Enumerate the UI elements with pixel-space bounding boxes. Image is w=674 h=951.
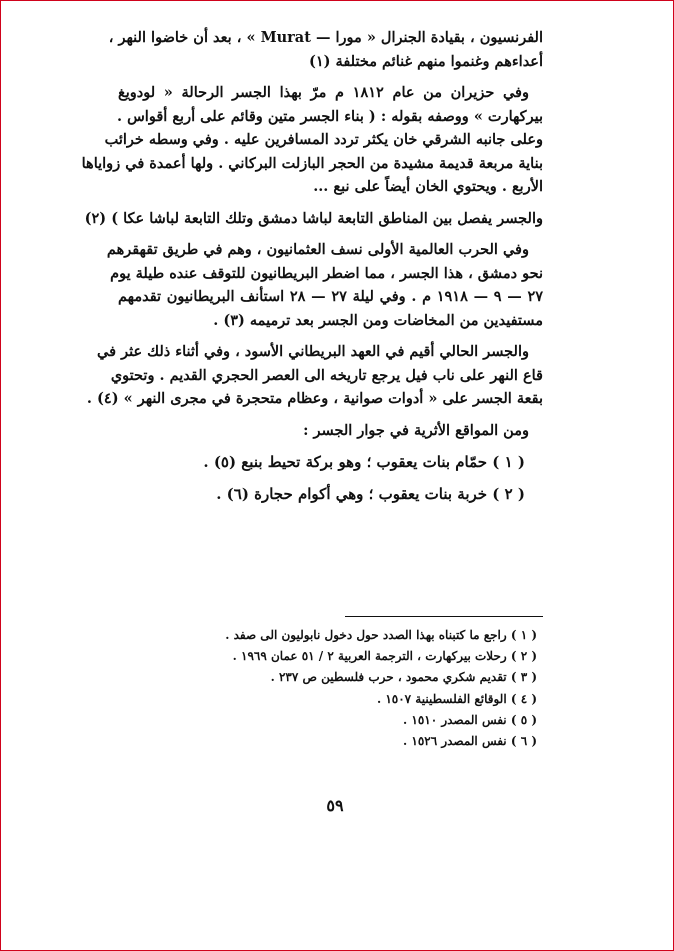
text-line: والجسر يفصل بين المناطق التابعة لباشا دمشق وتلك التابعة لباشا عكا ) (٢): [84, 209, 543, 227]
page-body: [81, 26, 544, 514]
footnote-divider: [345, 616, 543, 617]
footnote: ( ٣ ) تقديم شكري محمود ، حرب فلسطين ص ٢٣٧ .: [270, 670, 537, 685]
text-line: الأربع . ويحتوي الخان أيضاً على نبع ...: [313, 178, 543, 195]
text-line: بيركهارت » ووصفه بقوله : ( بناء الجسر متين وقائم على أربع أقواس .: [117, 107, 543, 125]
paragraph-4: [106, 238, 544, 332]
paragraph-3: [84, 207, 543, 231]
text-line: ومن المواقع الأثرية في جوار الجسر :: [303, 421, 529, 439]
footnote: ( ٥ ) نفس المصدر ١٥١٠ .: [403, 712, 537, 727]
text-line: والجسر الحالي أقيم في العهد البريطاني الأسود ، وفي أثناء ذلك عثر في: [97, 343, 529, 360]
text-line: الفرنسيون ، بقيادة الجنرال « مورا — Murat » ، بعد أن خاضوا النهر ،: [108, 29, 543, 46]
text-line: مستفيدين من المخاضات ومن الجسر بعد ترميمه (٣) .: [213, 311, 543, 329]
page-number: ٥٩: [326, 796, 344, 815]
footnote: ( ٢ ) رحلات بيركهارت ، الترجمة العربية ٢ / ٥١ عمان ١٩٦٩ .: [232, 649, 537, 664]
footnote: ( ٤ ) الوقائع الفلسطينية ١٥٠٧ .: [376, 691, 537, 706]
text-line: وعلى جانبه الشرقي خان يكثر تردد المسافرين عليه . وفي وسطه خرائب: [104, 131, 543, 148]
text-line: وفي الحرب العالمية الأولى نسف العثمانيون ، وهم في طريق تقهقرهم: [106, 241, 529, 258]
text-line: وفي حزيران من عام ١٨١٢ م مرّ بهذا الجسر الرحالة « لودويغ: [118, 84, 529, 101]
paragraph-5: [86, 340, 543, 411]
list-item: ( ٢ ) خربة بنات يعقوب ؛ وهي أكوام حجارة (٦) .: [216, 485, 525, 503]
footnote: ( ٦ ) نفس المصدر ١٥٢٦ .: [403, 734, 537, 749]
text-line: نحو دمشق ، هذا الجسر ، مما اضطر البريطانيون للتوقف عنده طيلة يوم: [110, 264, 543, 282]
text-line: أعداءهم وغنموا منهم غنائم مختلفة (١): [308, 52, 543, 70]
text-line: بقعة الجسر على « أدوات صوانية ، وعظام متحجرة في مجرى النهر » (٤) .: [86, 390, 543, 407]
paragraph-2: [81, 81, 543, 199]
paragraph-6: [118, 419, 543, 443]
text-line: ٢٧ — ٩ — ١٩١٨ م . وفي ليلة ٢٧ — ٢٨ استأنف البريطانيون تقدمهم: [118, 288, 544, 305]
paragraph-1: [108, 26, 543, 73]
footnotes: [190, 625, 543, 752]
footnote: ( ١ ) راجع ما كتبناه بهذا الصدد حول دخول نابوليون الى صفد .: [225, 628, 537, 642]
list-item: ( ١ ) حمّام بنات يعقوب ؛ وهو بركة تحيط بنبع (٥) .: [203, 453, 525, 471]
text-line: قاع النهر على ناب فيل يرجع تاريخه الى العصر الحجري القديم . وتحتوي: [110, 366, 543, 384]
text-line: بناية مربعة قديمة مشيدة من الحجر البازلت البركاني . ولها أعمدة في زواياها: [81, 154, 543, 172]
